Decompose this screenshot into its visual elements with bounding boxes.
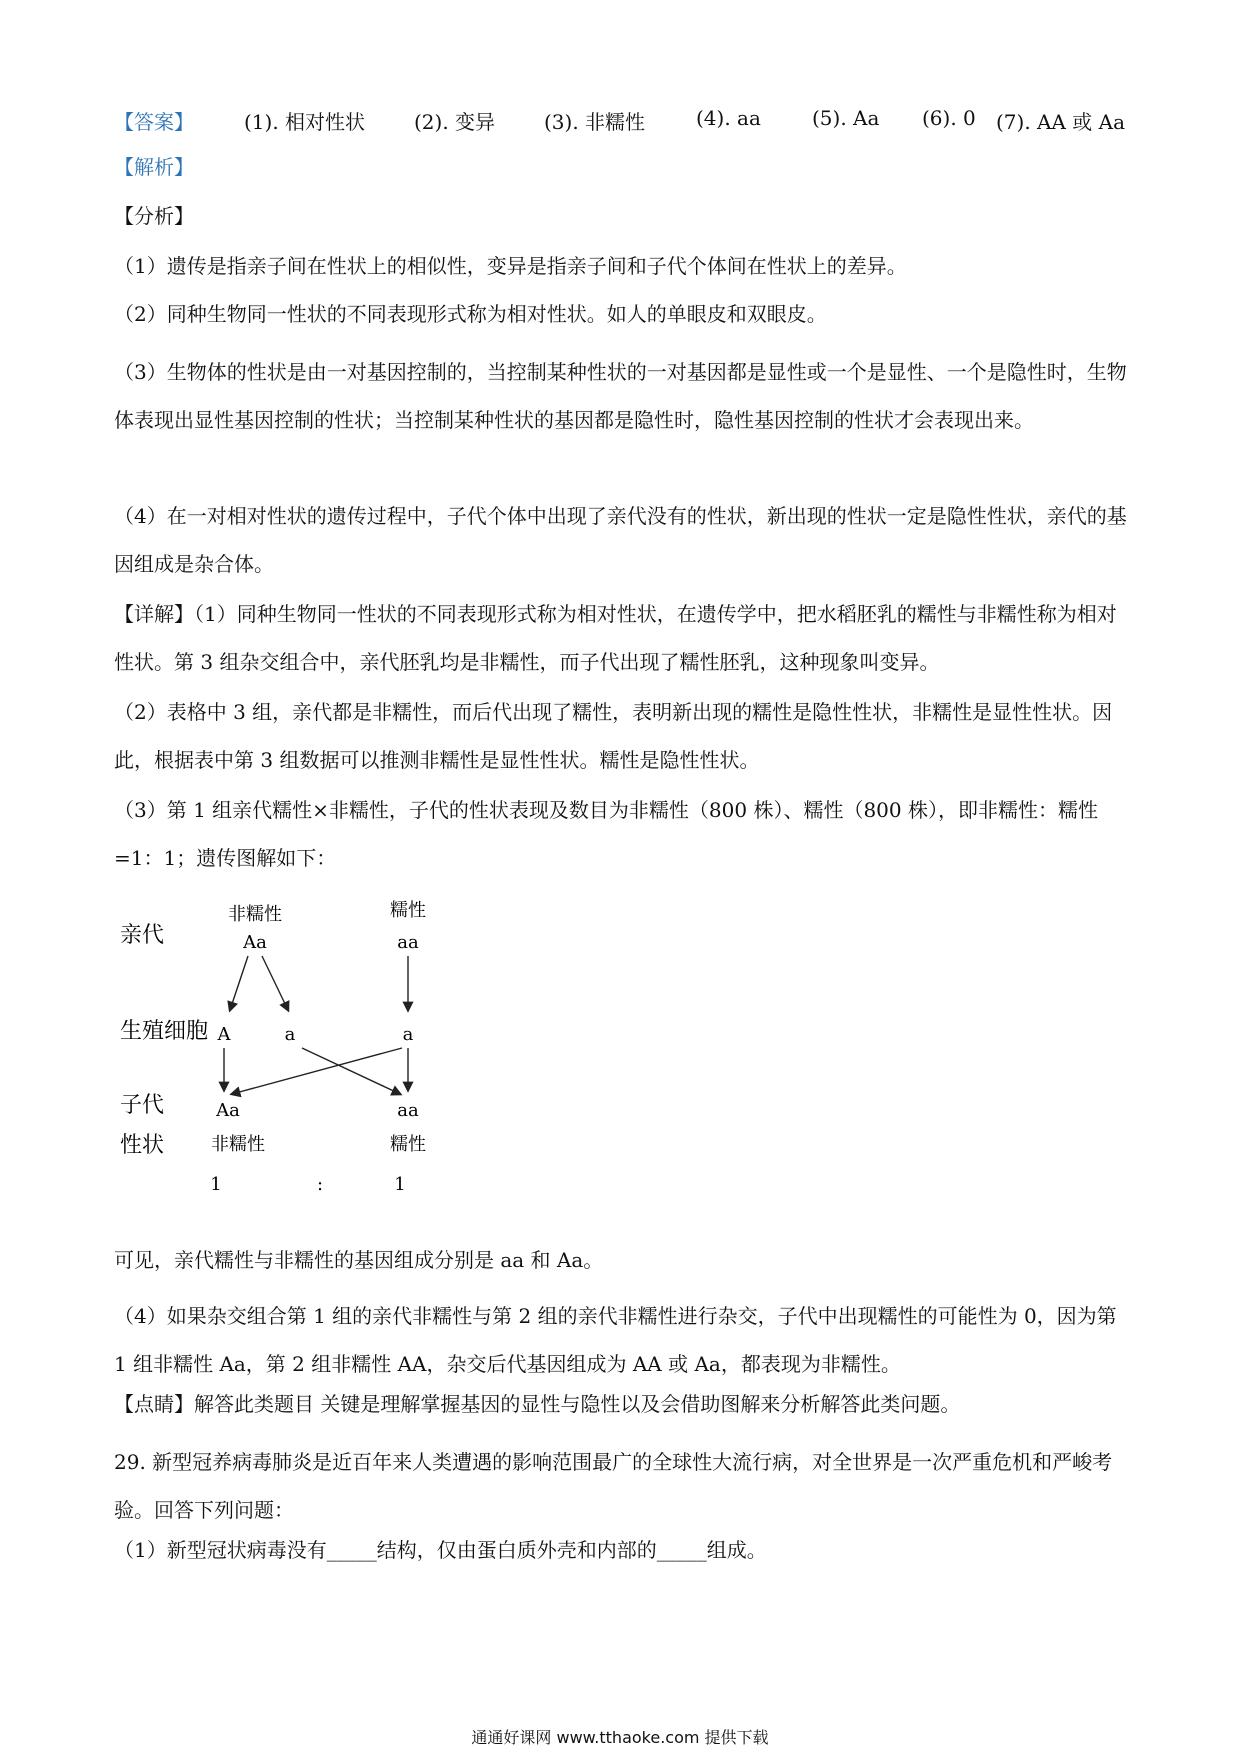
child2-trait: 糯性 [390, 1134, 426, 1155]
fenxi-heading: 【分析】 [114, 204, 194, 228]
fenxi-paragraph-2: （2）同种生物同一性状的不同表现形式称为相对性状。如人的单眼皮和双眼皮。 [114, 302, 827, 326]
arrow-parent1-to-a [262, 956, 288, 1010]
question-29-part-1: （1）新型冠状病毒没有_____结构，仅由蛋白质外壳和内部的_____组成。 [114, 1538, 767, 1562]
answer-item-2: (2). 变异 [414, 110, 496, 134]
child2-genotype: aa [397, 1100, 419, 1121]
detail-paragraph-2: （2）表格中 3 组，亲代都是非糯性，而后代出现了糯性，表明新出现的糯性是隐性性状，非糯性是显性性状。因此，根据表中第 3 组数据可以推测非糯性是显性性状。糯性是隐性性状。 [114, 700, 1113, 772]
parent2-trait: 糯性 [390, 900, 426, 921]
genetic-diagram [110, 890, 440, 1220]
fenxi-paragraph-4: （4）在一对相对性状的遗传过程中，子代个体中出现了亲代没有的性状，新出现的性状一定是隐性性状，亲代的基因组成是杂合体。 [114, 504, 1127, 576]
analysis-label: 【解析】 [114, 155, 194, 179]
gamete-a-2: a [402, 1024, 414, 1045]
question-29-stem: 29. 新型冠养病毒肺炎是近百年来人类遭遇的影响范围最广的全球性大流行病，对全世界是一次严重危机和严峻考验。回答下列问题： [114, 1450, 1113, 1522]
answer-item-3: (3). 非糯性 [544, 110, 646, 134]
row-label-child: 子代 [120, 1093, 165, 1118]
gamete-A: A [217, 1024, 231, 1045]
ratio-left: 1 [210, 1174, 222, 1195]
row-label-gamete: 生殖细胞 [120, 1019, 209, 1044]
child1-genotype: Aa [216, 1100, 240, 1121]
answer-item-7: (7). AA 或 Aa [996, 110, 1126, 134]
child1-trait: 非糯性 [211, 1134, 265, 1155]
arrow-parent1-to-A [230, 956, 248, 1010]
answer-item-5: (5). Aa [812, 106, 880, 130]
page-footer: 通通好课网 www.tthaoke.com 提供下载 [471, 1728, 769, 1747]
dianjing-paragraph: 【点睛】解答此类题目 关键是理解掌握基因的显性与隐性以及会借助图解来分析解答此类问题。 [114, 1392, 961, 1416]
detail-paragraph-1: 【详解】（1）同种生物同一性状的不同表现形式称为相对性状，在遗传学中，把水稻胚乳的糯性与非糯性称为相对性状。第 3 组杂交组合中，亲代胚乳均是非糯性，而子代出现了糯性胚乳，这种现象叫变异。 [114, 602, 1117, 674]
parent1-genotype: Aa [243, 932, 267, 953]
parent1-trait: 非糯性 [228, 904, 282, 925]
row-label-trait: 性状 [120, 1133, 165, 1158]
fenxi-paragraph-3: （3）生物体的性状是由一对基因控制的，当控制某种性状的一对基因都是显性或一个是显性、一个是隐性时，生物体表现出显性基因控制的性状；当控制某种性状的基因都是隐性时，隐性基因控制的性状才会表现出来。 [114, 360, 1127, 432]
fenxi-paragraph-1: （1）遗传是指亲子间在性状上的相似性，变异是指亲子间和子代个体间在性状上的差异。 [114, 254, 907, 278]
answer-row [114, 106, 1130, 138]
detail-paragraph-3: （3）第 1 组亲代糯性×非糯性，子代的性状表现及数目为非糯性（800 株）、糯性（800 株），即非糯性：糯性=1：1；遗传图解如下： [114, 798, 1098, 870]
gamete-a-1: a [284, 1024, 296, 1045]
ratio-separator: : [316, 1174, 324, 1195]
parent2-genotype: aa [397, 932, 419, 953]
answer-item-1: (1). 相对性状 [244, 110, 366, 134]
answer-item-4: (4). aa [696, 106, 761, 130]
answer-label: 【答案】 [114, 110, 194, 134]
detail-paragraph-5: （4）如果杂交组合第 1 组的亲代非糯性与第 2 组的亲代非糯性进行杂交，子代中出现糯性的可能性为 0，因为第 1 组非糯性 Aa，第 2 组非糯性 AA，杂交后代基因组成为 AA 或 Aa，都表现为非糯性。 [114, 1304, 1117, 1376]
ratio-right: 1 [394, 1174, 406, 1195]
answer-item-6: (6). 0 [922, 106, 976, 130]
row-label-parent: 亲代 [120, 923, 165, 948]
detail-paragraph-4: 可见，亲代糯性与非糯性的基因组成分别是 aa 和 Aa。 [114, 1248, 604, 1272]
